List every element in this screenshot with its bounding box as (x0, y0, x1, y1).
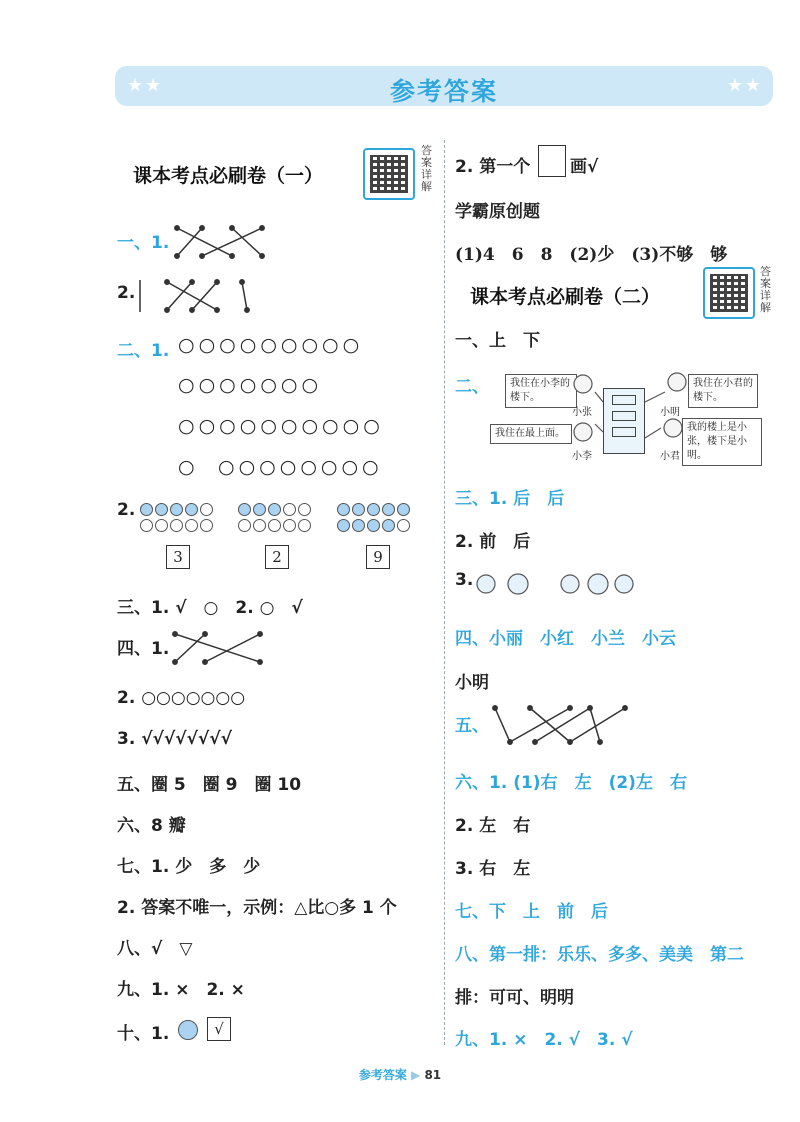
counting-dot (382, 519, 395, 532)
a3-1-answer: 三、1. 后 后 (455, 489, 565, 509)
counting-dot (200, 503, 213, 516)
a8-answer: 八、第一排：乐乐、多多、美美 第二 (455, 945, 744, 965)
filled-circle-icon (178, 1020, 198, 1040)
speech-bubble: 我住在最上面。 (490, 424, 572, 444)
counting-dot (382, 503, 395, 516)
a4-answer-b: 小明 (455, 673, 489, 693)
counting-dot (352, 503, 365, 516)
page-number: 81 (424, 1068, 442, 1082)
counting-dot (397, 519, 410, 532)
a5-label: 五、 (455, 716, 489, 736)
q2-1-label: 二、1. (117, 341, 170, 361)
name-label: 小君 (660, 451, 680, 462)
counting-dot (397, 503, 410, 516)
matching-lines-3 (170, 628, 270, 668)
a1-answer: 一、上 下 (455, 331, 540, 351)
a3-2-answer: 2. 前 后 (455, 532, 531, 552)
qr-label: 答案详解 (421, 144, 432, 193)
speech-bubble: 我住在小李的楼下。 (505, 374, 577, 408)
answer-box-2: 2 (265, 545, 289, 569)
name-label: 小明 (660, 407, 680, 418)
answer-banner (115, 66, 773, 106)
counting-dot (200, 519, 213, 532)
footer-label: 参考答案 (358, 1068, 407, 1082)
counting-dot (238, 519, 251, 532)
qr-code-icon[interactable] (703, 267, 755, 319)
counting-dot (185, 503, 198, 516)
counting-dot (283, 519, 296, 532)
qr-label: 答案详解 (760, 265, 771, 314)
circle-row-3: ○○○○○○○○○○ (178, 415, 384, 437)
check-box: √ (207, 1017, 231, 1041)
circle-row-1: ○○○○○○○○○ (178, 334, 364, 356)
q1-1-label: 一、1. (117, 233, 170, 253)
counting-dot (337, 519, 350, 532)
counting-dot (155, 503, 168, 516)
q8-answer: 八、√ ▽ (117, 939, 193, 959)
a6-2-answer: 2. 左 右 (455, 816, 531, 836)
answer-box-3: 9 (366, 545, 390, 569)
page-title: 参考答案 (389, 77, 498, 106)
a7-answer: 七、下 上 前 后 (455, 902, 608, 922)
star-icon: ★ (127, 75, 144, 96)
matching-lines-1 (172, 222, 272, 262)
q5-answer: 五、圈 5 圈 9 圈 10 (117, 775, 302, 795)
kids-figures (565, 362, 695, 462)
counting-dot (268, 519, 281, 532)
counting-dot (185, 519, 198, 532)
counting-dot (298, 519, 311, 532)
q4-1-label: 四、1. (117, 639, 170, 659)
matching-lines-4 (490, 702, 635, 750)
name-label: 小李 (572, 451, 592, 462)
q4-3-answer: 3. √√√√√√√√ (117, 729, 232, 749)
a6-1-answer: 六、1. (1)右 左 (2)左 右 (455, 773, 687, 793)
counting-dot (140, 519, 153, 532)
a2-label: 二、 (455, 377, 489, 397)
qr-code-icon[interactable] (363, 148, 415, 200)
r1-answer: 2. 第一个 (455, 157, 531, 177)
counting-dot (238, 503, 251, 516)
counting-dot (298, 503, 311, 516)
counting-dot (337, 503, 350, 516)
circle-row-2: ○○○○○○○ (178, 374, 323, 396)
q2-2-label: 2. (117, 500, 136, 520)
star-icon: ★ (744, 75, 761, 96)
matching-lines-2 (137, 276, 257, 316)
counting-dot (140, 503, 153, 516)
q7-1-answer: 七、1. 少 多 少 (117, 857, 261, 877)
q1-2-label: 2. (117, 283, 136, 303)
counting-dot (170, 519, 183, 532)
speech-bubble: 我住在小君的楼下。 (688, 374, 758, 408)
q3-answer: 三、1. √ ○ 2. ○ √ (117, 598, 303, 618)
page-footer (0, 1066, 800, 1083)
section-title-1: 课本考点必刷卷（一） (133, 165, 324, 187)
faces-sequence (476, 568, 636, 600)
name-label: 小张 (572, 407, 592, 418)
counting-dot (170, 503, 183, 516)
a3-3-label: 3. (455, 570, 474, 590)
q4-2-answer: 2. ○○○○○○○ (117, 688, 246, 708)
triangle-right-icon: ▶ (411, 1068, 421, 1082)
r1-answer-b: 画√ (570, 157, 599, 177)
star-icon: ★ (726, 75, 743, 96)
a9-answer: 九、1. × 2. √ 3. √ (455, 1030, 633, 1050)
circle-row-4b: ○○○○○○○○ (218, 456, 383, 478)
counting-dot (367, 519, 380, 532)
a4-answer: 四、小丽 小红 小兰 小云 (455, 629, 676, 649)
answer-box-1: 3 (166, 545, 190, 569)
q6-answer: 六、8 瓣 (117, 816, 186, 836)
speech-bubble: 我的楼上是小张，楼下是小明。 (682, 418, 762, 466)
r3-answer: (1)4 6 8 (2)少 (3)不够 够 (455, 245, 728, 265)
original-question-title: 学霸原创题 (455, 202, 540, 222)
q7-2-answer: 2. 答案不唯一，示例：△比○多 1 个 (117, 898, 397, 918)
section-title-2: 课本考点必刷卷（二） (470, 286, 661, 308)
column-divider (444, 140, 445, 1045)
a6-3-answer: 3. 右 左 (455, 859, 531, 879)
counting-dot (155, 519, 168, 532)
counting-dot (268, 503, 281, 516)
star-icon: ★ (145, 75, 162, 96)
counting-dot (352, 519, 365, 532)
q9-answer: 九、1. × 2. × (117, 980, 245, 1000)
circle-row-4a: ○ (178, 456, 199, 478)
counting-dot (253, 503, 266, 516)
q10-label: 十、1. (117, 1024, 170, 1044)
counting-dot (283, 503, 296, 516)
a8-answer-b: 排：可可、明明 (455, 988, 574, 1008)
empty-square-icon (538, 145, 566, 177)
counting-dot (253, 519, 266, 532)
counting-dot (367, 503, 380, 516)
